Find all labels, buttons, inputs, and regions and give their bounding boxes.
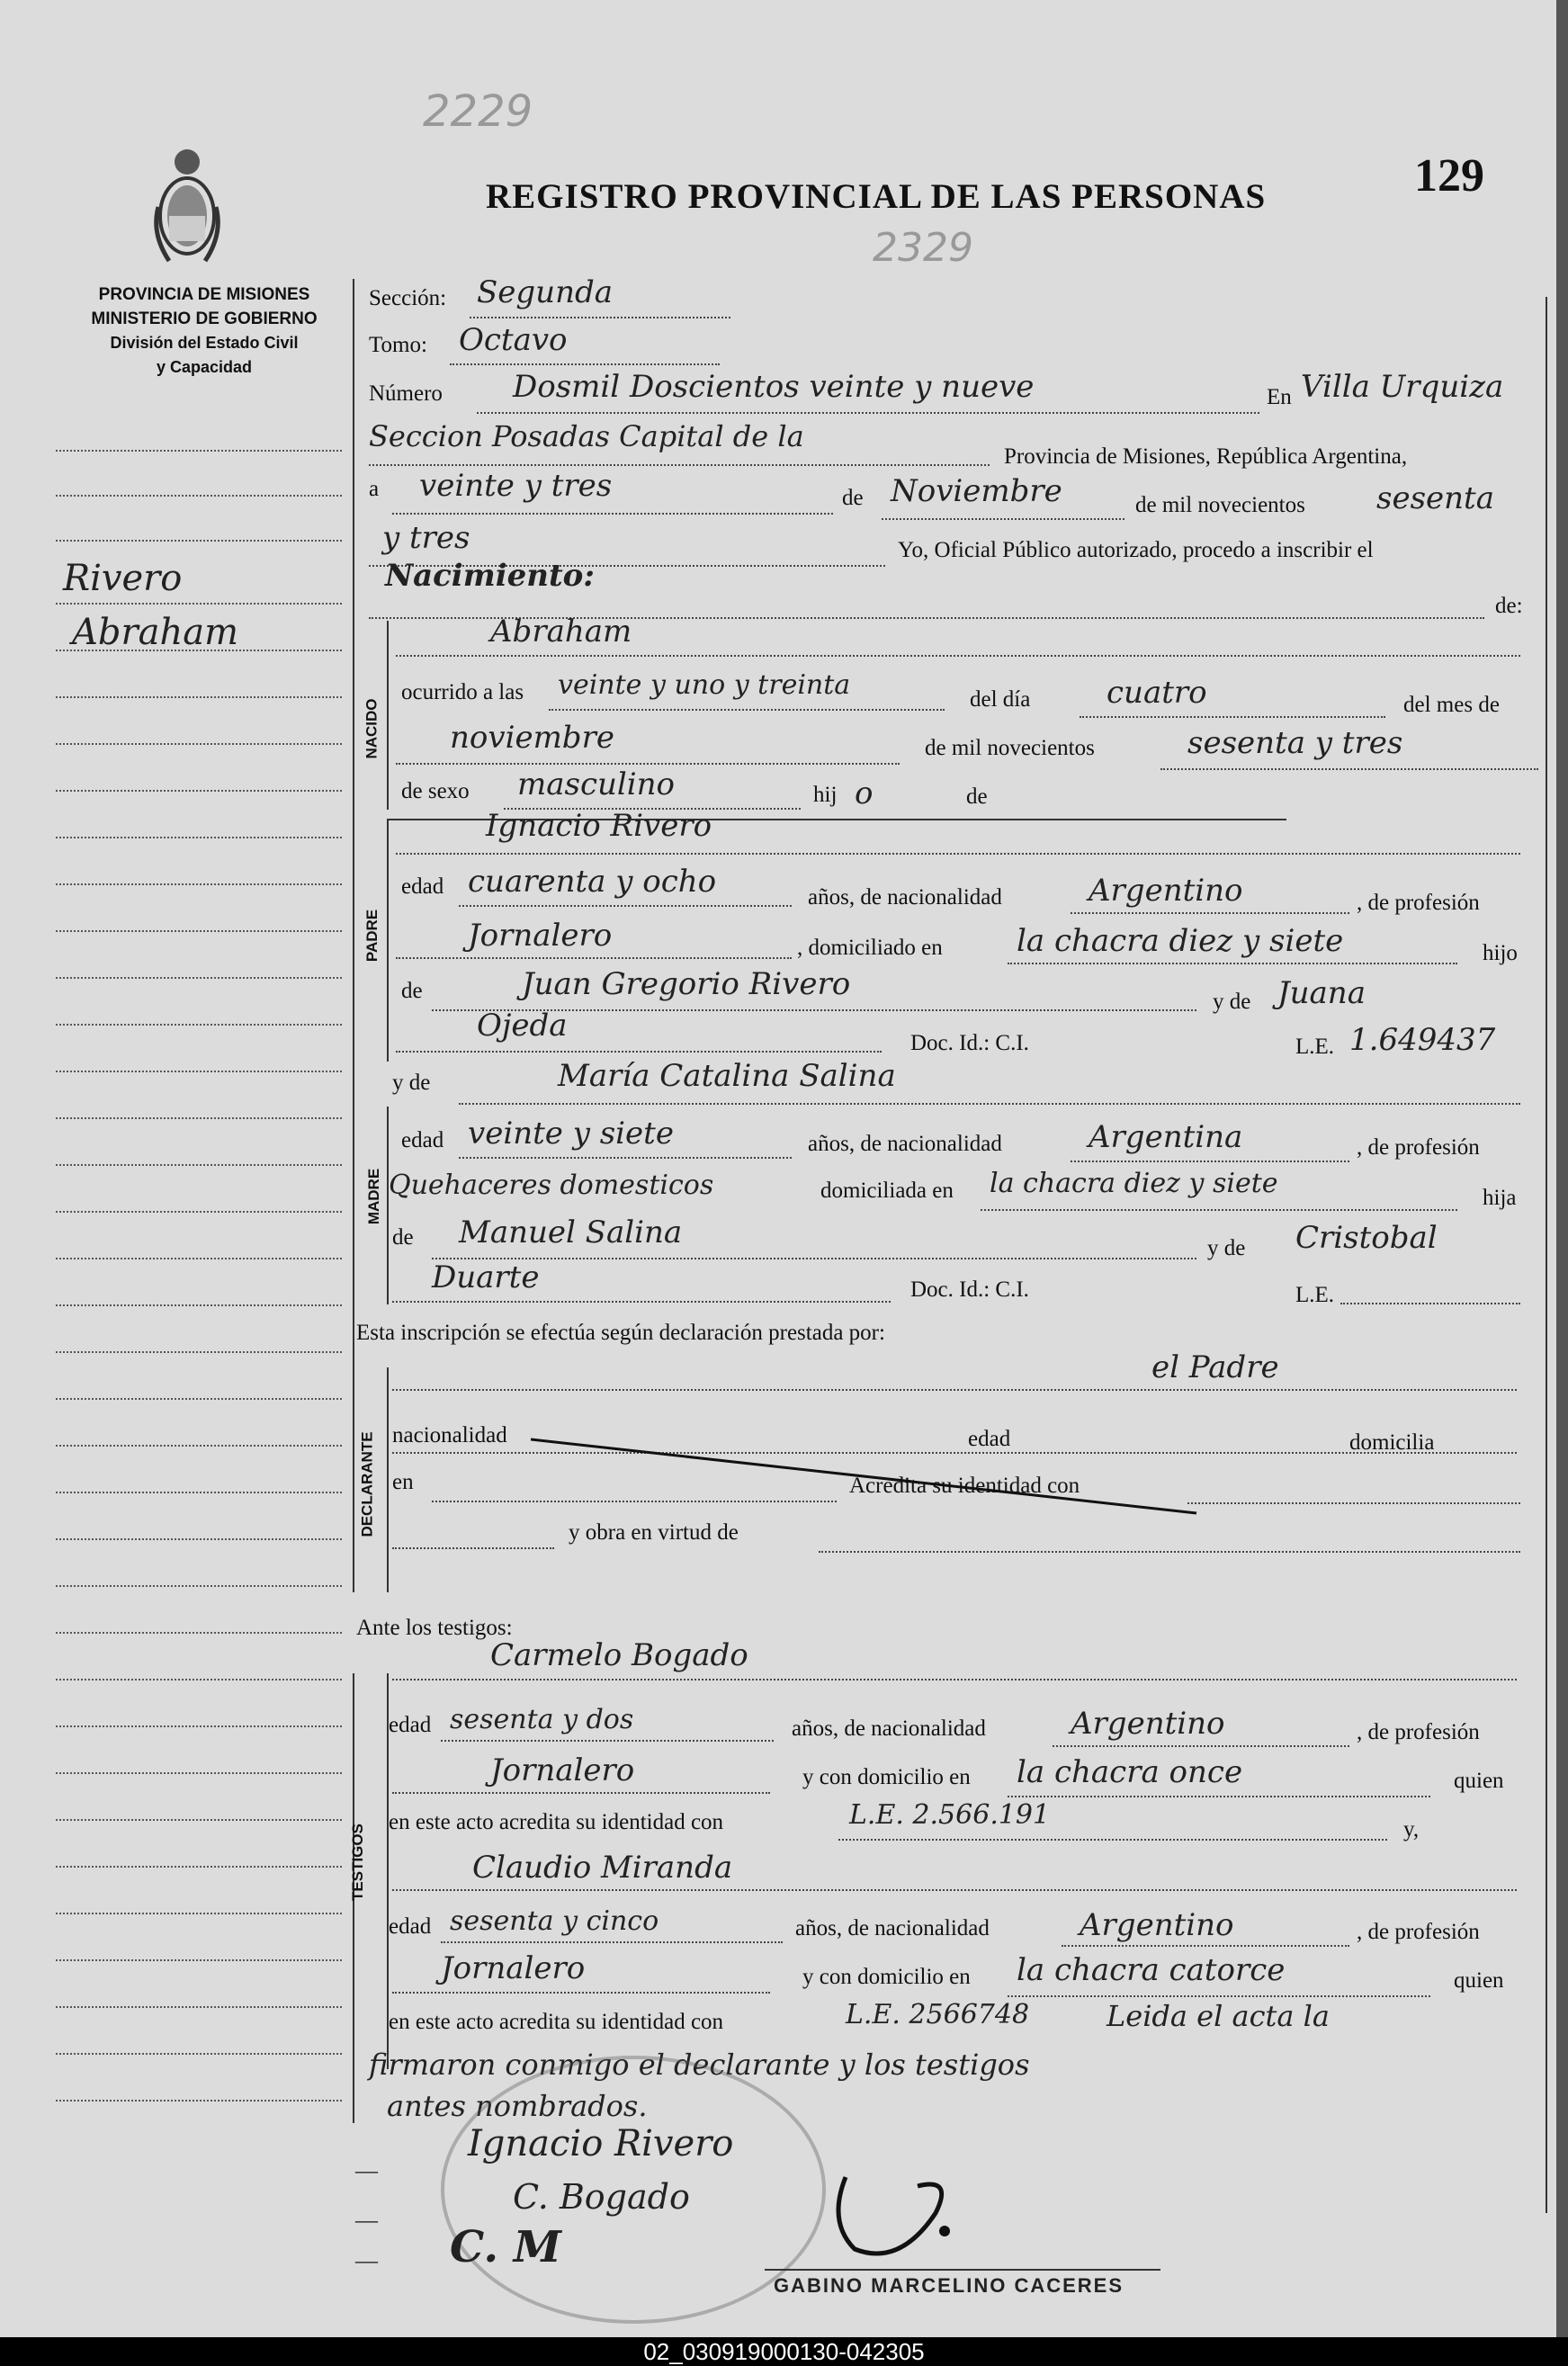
testigo2-dom-label: y con domicilio en: [802, 1965, 971, 1989]
nacido-day: cuatro: [1107, 675, 1207, 711]
testigo1-acredita-label: en este acto acredita su identidad con: [389, 1810, 724, 1834]
padre-edad-value: cuarenta y ocho: [468, 864, 717, 900]
declarante-domicilia-label: domicilia: [1349, 1430, 1435, 1455]
signature-1: Ignacio Rivero: [468, 2123, 734, 2164]
padre-nac-value: Argentino: [1089, 873, 1243, 909]
padre-profesion-label: , de profesión: [1357, 891, 1480, 915]
numero-value: Dosmil Doscientos veinte y nueve: [513, 369, 1035, 405]
coat-of-arms-icon: [151, 144, 223, 270]
officer-signature-line: [765, 2269, 1160, 2271]
file-id: 02_030919000130-042305: [643, 2338, 925, 2365]
page-right-edge: [1556, 0, 1568, 2337]
padre-hijo-label: hijo: [1483, 941, 1518, 965]
en-label: En: [1267, 385, 1292, 409]
madre-y-de2-label: y de: [1207, 1236, 1246, 1260]
padre-parent2-1: Juana: [1277, 975, 1366, 1011]
de-colon: de:: [1495, 594, 1523, 618]
sidebar-province: PROVINCIA DE MISIONES: [98, 285, 310, 304]
del-dia-label: del día: [970, 687, 1031, 712]
sexo-value: masculino: [517, 766, 676, 802]
padre-parent2-2: Ojeda: [477, 1008, 568, 1044]
testigo1-dom-value: la chacra once: [1017, 1754, 1243, 1790]
padre-domicilio-label: , domiciliado en: [797, 936, 943, 960]
madre-hija-label: hija: [1483, 1186, 1517, 1210]
testigo1-edad-value: sesenta y dos: [450, 1704, 634, 1735]
padre-domicilio-value: la chacra diez y siete: [1017, 923, 1344, 959]
padre-parent1: Juan Gregorio Rivero: [522, 966, 851, 1002]
numero-label: Número: [369, 381, 443, 406]
declarante-strike-line: [531, 1438, 1214, 1519]
declarante-obra-label: y obra en virtud de: [569, 1520, 739, 1545]
document-title: REGISTRO PROVINCIAL DE LAS PERSONAS: [486, 177, 1267, 216]
padre-edad-label: edad: [401, 874, 444, 899]
madre-domicilio-value: la chacra diez y siete: [990, 1168, 1278, 1199]
place-value: Seccion Posadas Capital de la: [369, 419, 804, 453]
testigos-intro: Ante los testigos:: [356, 1616, 513, 1640]
testigo1-prof-label: , de profesión: [1357, 1720, 1480, 1744]
padre-de-label: de: [401, 979, 423, 1003]
pencil-number-top: 2229: [423, 86, 533, 137]
sig-dash-3: —: [355, 2249, 378, 2273]
madre-doc-label: Doc. Id.: C.I.: [910, 1277, 1029, 1302]
madre-edad-label: edad: [401, 1128, 444, 1152]
nacido-name: Abraham: [490, 614, 632, 650]
madre-parent2-2: Duarte: [432, 1259, 540, 1295]
closing-line-1: Leida el acta la: [1107, 1999, 1330, 2033]
declarante-acredita-label: Acredita su identidad con: [849, 1474, 1080, 1498]
seccion-value: Segunda: [477, 274, 614, 310]
del-mes-label: del mes de: [1403, 693, 1500, 717]
padre-le-value: 1.649437: [1349, 1022, 1496, 1058]
testigo1-name: Carmelo Bogado: [490, 1637, 748, 1673]
madre-domicilio-label: domiciliada en: [820, 1179, 954, 1203]
padre-bracket: [387, 819, 389, 1062]
margin-name: Abraham: [72, 612, 238, 653]
day-value: veinte y tres: [419, 468, 613, 504]
testigo2-acredita-value: L.E. 2566748: [846, 1999, 1030, 2030]
sidebar-ministry: MINISTERIO DE GOBIERNO: [91, 309, 318, 328]
act-value: Nacimiento:: [385, 558, 595, 594]
sexo-label: de sexo: [401, 779, 470, 803]
madre-bracket: [387, 1107, 389, 1304]
tomo-label: Tomo:: [369, 333, 427, 357]
testigo2-nac-label: años, de nacionalidad: [795, 1916, 990, 1940]
madre-nac-label: años, de nacionalidad: [808, 1132, 1002, 1156]
declarante-bracket: [387, 1367, 389, 1592]
sig-dash-2: —: [355, 2209, 378, 2233]
madre-name: María Catalina Salina: [558, 1058, 896, 1094]
nacido-year-value: sesenta y tres: [1187, 725, 1403, 761]
nacido-month: noviembre: [450, 720, 614, 756]
testigo2-prof-value: Jornalero: [441, 1950, 586, 1986]
testigo2-nac-value: Argentino: [1080, 1907, 1234, 1943]
officer-name: GABINO MARCELINO CACERES: [774, 2274, 1124, 2297]
year-value-2: y tres: [382, 520, 470, 556]
pencil-number-second: 2329: [873, 225, 973, 271]
madre-profesion-value: Quehaceres domesticos: [389, 1170, 714, 1201]
hij-label: hij: [813, 783, 838, 807]
main-right-border: [1546, 297, 1547, 2213]
file-id-bar: [0, 2337, 1568, 2366]
madre-parent1: Manuel Salina: [459, 1214, 683, 1250]
sidebar-capacity: y Capacidad: [156, 358, 253, 376]
declarante-edad-label: edad: [968, 1427, 1011, 1451]
margin-surname: Rivero: [63, 558, 183, 599]
padre-nac-label: años, de nacionalidad: [808, 885, 1002, 910]
page-number: 129: [1414, 150, 1484, 202]
madre-de-label: de: [392, 1225, 414, 1250]
testigo1-acredita-value: L.E. 2.566.191: [849, 1799, 1051, 1831]
padre-y-de-label: y de: [1213, 990, 1251, 1014]
nacido-label: NACIDO: [363, 698, 381, 759]
testigo1-quien: quien: [1454, 1769, 1504, 1793]
hour-value: veinte y uno y treinta: [558, 669, 851, 701]
testigo2-quien: quien: [1454, 1968, 1504, 1993]
declarante-intro: Esta inscripción se efectúa según declaración prestada por:: [356, 1321, 885, 1345]
seccion-label: Sección:: [369, 286, 447, 310]
madre-label: MADRE: [365, 1168, 383, 1225]
madre-nac-value: Argentina: [1089, 1119, 1243, 1155]
testigo1-nac-label: años, de nacionalidad: [792, 1716, 986, 1741]
signature-3: C. M: [450, 2222, 561, 2272]
padre-doc-label: Doc. Id.: C.I.: [910, 1031, 1029, 1055]
ocurrido-label: ocurrido a las: [401, 680, 524, 704]
signature-2: C. Bogado: [513, 2177, 690, 2217]
declarante-nac-label: nacionalidad: [392, 1423, 507, 1447]
testigo1-prof-value: Jornalero: [490, 1752, 635, 1788]
testigo2-dom-value: la chacra catorce: [1017, 1952, 1286, 1988]
month-value: Noviembre: [891, 473, 1062, 509]
main-left-border: [353, 279, 354, 1592]
hij-value: o: [855, 775, 874, 811]
nacido-bracket: [387, 621, 389, 810]
testigo1-dom-label: y con domicilio en: [802, 1765, 971, 1789]
padre-name: Ignacio Rivero: [486, 808, 712, 844]
de-label: de: [842, 486, 864, 510]
testigo2-edad-value: sesenta y cinco: [450, 1905, 659, 1937]
tomo-value: Octavo: [459, 322, 568, 358]
madre-profesion-label: , de profesión: [1357, 1135, 1480, 1160]
padre-le-label: L.E.: [1295, 1035, 1335, 1059]
testigo2-name: Claudio Miranda: [472, 1850, 733, 1886]
sidebar-heading: [56, 282, 353, 380]
testigo2-acredita-label: en este acto acredita su identidad con: [389, 2010, 724, 2034]
officer-text: Yo, Oficial Público autorizado, procedo a inscribir el: [898, 538, 1374, 562]
declarante-value: el Padre: [1151, 1349, 1279, 1385]
nacido-de-label: de: [966, 784, 988, 809]
closing-line-2: firmaron conmigo el declarante y los testigos: [369, 2048, 1030, 2082]
declarante-en-label: en: [392, 1470, 414, 1494]
sig-dash-1: —: [355, 2159, 378, 2183]
madre-edad-value: veinte y siete: [468, 1116, 674, 1152]
testigo2-prof-label: , de profesión: [1357, 1920, 1480, 1944]
officer-signature-scrawl: [810, 2159, 990, 2272]
declarante-label: DECLARANTE: [358, 1431, 376, 1537]
sidebar-division: División del Estado Civil: [110, 334, 299, 352]
madre-y-de-label: y de: [392, 1071, 431, 1095]
testigo1-y: y,: [1403, 1817, 1420, 1842]
padre-label: PADRE: [363, 909, 381, 963]
provincia-text: Provincia de Misiones, República Argentina,: [1004, 444, 1408, 469]
a-label: a: [369, 477, 380, 501]
year-value-1: sesenta: [1376, 480, 1494, 516]
closing-line-3: antes nombrados.: [387, 2089, 648, 2123]
year-text: de mil novecientos: [1135, 493, 1305, 517]
testigo1-edad-label: edad: [389, 1713, 432, 1737]
nacido-year-label: de mil novecientos: [925, 736, 1095, 760]
padre-profesion-value: Jornalero: [468, 918, 613, 954]
testigos-label: TESTIGOS: [348, 1824, 366, 1901]
madre-parent2-1: Cristobal: [1295, 1220, 1438, 1256]
testigo2-edad-label: edad: [389, 1914, 432, 1939]
madre-le-label: L.E.: [1295, 1283, 1335, 1307]
testigo1-nac-value: Argentino: [1071, 1706, 1225, 1742]
en-value: Villa Urquiza: [1301, 369, 1504, 405]
